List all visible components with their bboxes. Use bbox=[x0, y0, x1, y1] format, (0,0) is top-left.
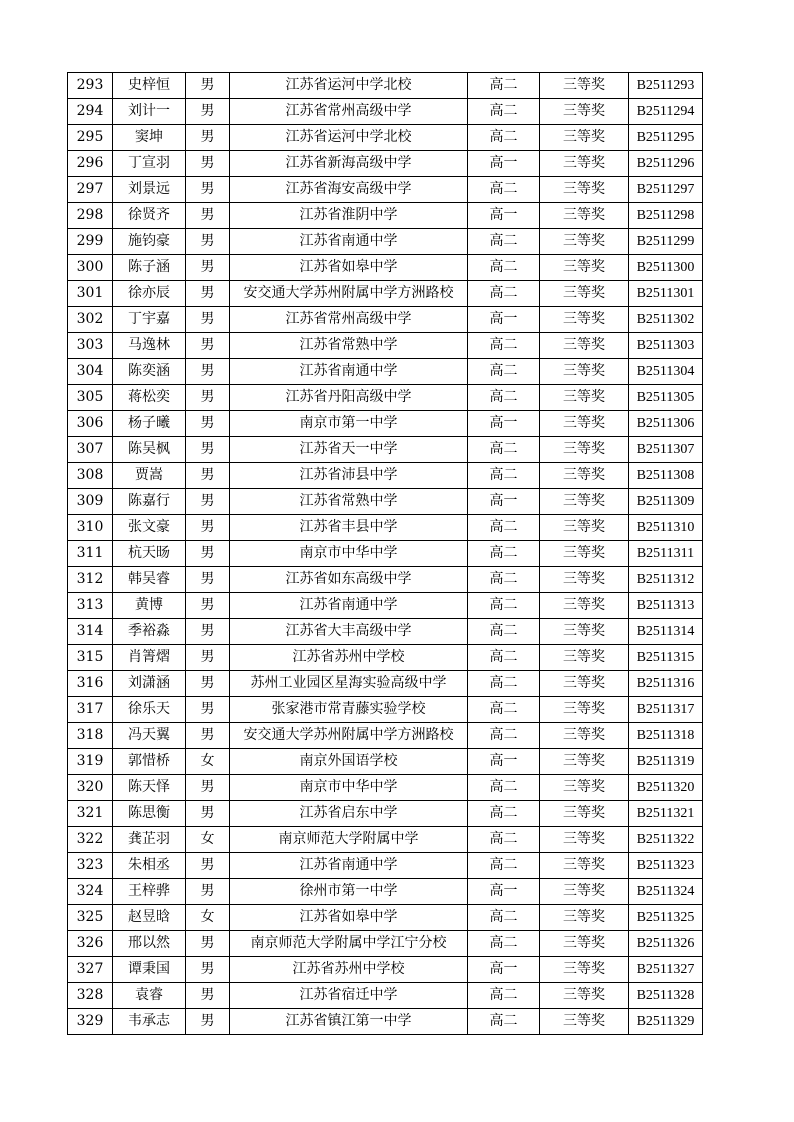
award-cell: 三等奖 bbox=[540, 671, 629, 697]
certificate-id-cell: B2511299 bbox=[629, 229, 703, 255]
student-name-cell: 谭秉国 bbox=[113, 957, 186, 983]
award-cell: 三等奖 bbox=[540, 957, 629, 983]
gender-cell: 男 bbox=[186, 177, 230, 203]
certificate-id-cell: B2511304 bbox=[629, 359, 703, 385]
grade-cell: 高二 bbox=[468, 905, 540, 931]
school-cell: 江苏省南通中学 bbox=[230, 853, 468, 879]
table-row bbox=[68, 853, 703, 879]
award-cell: 三等奖 bbox=[540, 437, 629, 463]
grade-cell: 高二 bbox=[468, 645, 540, 671]
gender-cell: 男 bbox=[186, 541, 230, 567]
grade-cell: 高一 bbox=[468, 957, 540, 983]
school-cell: 江苏省常熟中学 bbox=[230, 333, 468, 359]
table-row bbox=[68, 99, 703, 125]
gender-cell: 男 bbox=[186, 567, 230, 593]
grade-cell: 高二 bbox=[468, 1009, 540, 1035]
table-row bbox=[68, 879, 703, 905]
student-name-cell: 丁宣羽 bbox=[113, 151, 186, 177]
grade-cell: 高二 bbox=[468, 619, 540, 645]
gender-cell: 男 bbox=[186, 619, 230, 645]
certificate-id-cell: B2511314 bbox=[629, 619, 703, 645]
row-number-cell: 326 bbox=[68, 931, 113, 957]
grade-cell: 高二 bbox=[468, 853, 540, 879]
gender-cell: 男 bbox=[186, 463, 230, 489]
award-cell: 三等奖 bbox=[540, 177, 629, 203]
school-cell: 江苏省如东高级中学 bbox=[230, 567, 468, 593]
certificate-id-cell: B2511307 bbox=[629, 437, 703, 463]
row-number-cell: 308 bbox=[68, 463, 113, 489]
row-number-cell: 293 bbox=[68, 73, 113, 99]
row-number-cell: 298 bbox=[68, 203, 113, 229]
school-cell: 南京师范大学附属中学 bbox=[230, 827, 468, 853]
student-name-cell: 陈天怿 bbox=[113, 775, 186, 801]
gender-cell: 男 bbox=[186, 1009, 230, 1035]
awards-table bbox=[67, 72, 703, 1035]
gender-cell: 男 bbox=[186, 489, 230, 515]
gender-cell: 男 bbox=[186, 411, 230, 437]
grade-cell: 高二 bbox=[468, 801, 540, 827]
row-number-cell: 301 bbox=[68, 281, 113, 307]
gender-cell: 男 bbox=[186, 801, 230, 827]
award-cell: 三等奖 bbox=[540, 983, 629, 1009]
grade-cell: 高二 bbox=[468, 99, 540, 125]
grade-cell: 高二 bbox=[468, 177, 540, 203]
grade-cell: 高二 bbox=[468, 567, 540, 593]
table-row bbox=[68, 489, 703, 515]
row-number-cell: 309 bbox=[68, 489, 113, 515]
award-cell: 三等奖 bbox=[540, 411, 629, 437]
table-row bbox=[68, 697, 703, 723]
row-number-cell: 327 bbox=[68, 957, 113, 983]
award-cell: 三等奖 bbox=[540, 151, 629, 177]
certificate-id-cell: B2511319 bbox=[629, 749, 703, 775]
gender-cell: 男 bbox=[186, 723, 230, 749]
grade-cell: 高二 bbox=[468, 697, 540, 723]
gender-cell: 男 bbox=[186, 931, 230, 957]
award-cell: 三等奖 bbox=[540, 73, 629, 99]
grade-cell: 高二 bbox=[468, 125, 540, 151]
student-name-cell: 刘潇涵 bbox=[113, 671, 186, 697]
award-cell: 三等奖 bbox=[540, 593, 629, 619]
certificate-id-cell: B2511310 bbox=[629, 515, 703, 541]
table-row bbox=[68, 1009, 703, 1035]
row-number-cell: 328 bbox=[68, 983, 113, 1009]
row-number-cell: 303 bbox=[68, 333, 113, 359]
student-name-cell: 季裕淼 bbox=[113, 619, 186, 645]
row-number-cell: 318 bbox=[68, 723, 113, 749]
row-number-cell: 325 bbox=[68, 905, 113, 931]
gender-cell: 男 bbox=[186, 73, 230, 99]
row-number-cell: 321 bbox=[68, 801, 113, 827]
award-cell: 三等奖 bbox=[540, 827, 629, 853]
row-number-cell: 323 bbox=[68, 853, 113, 879]
award-cell: 三等奖 bbox=[540, 879, 629, 905]
row-number-cell: 300 bbox=[68, 255, 113, 281]
award-cell: 三等奖 bbox=[540, 853, 629, 879]
row-number-cell: 304 bbox=[68, 359, 113, 385]
certificate-id-cell: B2511301 bbox=[629, 281, 703, 307]
table-row bbox=[68, 931, 703, 957]
student-name-cell: 陈奕涵 bbox=[113, 359, 186, 385]
certificate-id-cell: B2511295 bbox=[629, 125, 703, 151]
student-name-cell: 贾嵩 bbox=[113, 463, 186, 489]
student-name-cell: 龚芷羽 bbox=[113, 827, 186, 853]
row-number-cell: 313 bbox=[68, 593, 113, 619]
table-row bbox=[68, 437, 703, 463]
row-number-cell: 316 bbox=[68, 671, 113, 697]
gender-cell: 女 bbox=[186, 827, 230, 853]
grade-cell: 高一 bbox=[468, 489, 540, 515]
certificate-id-cell: B2511298 bbox=[629, 203, 703, 229]
student-name-cell: 陈嘉行 bbox=[113, 489, 186, 515]
certificate-id-cell: B2511327 bbox=[629, 957, 703, 983]
gender-cell: 男 bbox=[186, 983, 230, 1009]
school-cell: 江苏省丹阳高级中学 bbox=[230, 385, 468, 411]
table-row bbox=[68, 463, 703, 489]
table-row bbox=[68, 905, 703, 931]
certificate-id-cell: B2511294 bbox=[629, 99, 703, 125]
award-cell: 三等奖 bbox=[540, 775, 629, 801]
gender-cell: 男 bbox=[186, 125, 230, 151]
grade-cell: 高一 bbox=[468, 749, 540, 775]
gender-cell: 男 bbox=[186, 307, 230, 333]
certificate-id-cell: B2511308 bbox=[629, 463, 703, 489]
student-name-cell: 肖箐熠 bbox=[113, 645, 186, 671]
school-cell: 江苏省淮阴中学 bbox=[230, 203, 468, 229]
award-cell: 三等奖 bbox=[540, 931, 629, 957]
row-number-cell: 305 bbox=[68, 385, 113, 411]
table-row bbox=[68, 333, 703, 359]
certificate-id-cell: B2511325 bbox=[629, 905, 703, 931]
certificate-id-cell: B2511300 bbox=[629, 255, 703, 281]
award-cell: 三等奖 bbox=[540, 1009, 629, 1035]
gender-cell: 男 bbox=[186, 645, 230, 671]
gender-cell: 男 bbox=[186, 255, 230, 281]
student-name-cell: 陈吴枫 bbox=[113, 437, 186, 463]
grade-cell: 高二 bbox=[468, 593, 540, 619]
student-name-cell: 丁宇嘉 bbox=[113, 307, 186, 333]
certificate-id-cell: B2511323 bbox=[629, 853, 703, 879]
award-cell: 三等奖 bbox=[540, 489, 629, 515]
table-row bbox=[68, 749, 703, 775]
student-name-cell: 袁睿 bbox=[113, 983, 186, 1009]
grade-cell: 高二 bbox=[468, 359, 540, 385]
table-row bbox=[68, 73, 703, 99]
student-name-cell: 黄博 bbox=[113, 593, 186, 619]
awards-table-body bbox=[68, 73, 703, 1035]
school-cell: 苏州工业园区星海实验高级中学 bbox=[230, 671, 468, 697]
certificate-id-cell: B2511322 bbox=[629, 827, 703, 853]
certificate-id-cell: B2511316 bbox=[629, 671, 703, 697]
certificate-id-cell: B2511309 bbox=[629, 489, 703, 515]
grade-cell: 高二 bbox=[468, 983, 540, 1009]
school-cell: 江苏省启东中学 bbox=[230, 801, 468, 827]
gender-cell: 男 bbox=[186, 333, 230, 359]
table-row bbox=[68, 593, 703, 619]
gender-cell: 女 bbox=[186, 905, 230, 931]
table-row bbox=[68, 957, 703, 983]
gender-cell: 男 bbox=[186, 957, 230, 983]
gender-cell: 男 bbox=[186, 775, 230, 801]
table-row bbox=[68, 723, 703, 749]
gender-cell: 男 bbox=[186, 853, 230, 879]
student-name-cell: 史梓恒 bbox=[113, 73, 186, 99]
table-row bbox=[68, 775, 703, 801]
grade-cell: 高二 bbox=[468, 931, 540, 957]
school-cell: 江苏省南通中学 bbox=[230, 593, 468, 619]
table-row bbox=[68, 515, 703, 541]
gender-cell: 男 bbox=[186, 99, 230, 125]
school-cell: 安交通大学苏州附属中学方洲路校 bbox=[230, 723, 468, 749]
school-cell: 江苏省大丰高级中学 bbox=[230, 619, 468, 645]
award-cell: 三等奖 bbox=[540, 749, 629, 775]
school-cell: 南京外国语学校 bbox=[230, 749, 468, 775]
grade-cell: 高一 bbox=[468, 411, 540, 437]
row-number-cell: 329 bbox=[68, 1009, 113, 1035]
grade-cell: 高二 bbox=[468, 281, 540, 307]
certificate-id-cell: B2511297 bbox=[629, 177, 703, 203]
student-name-cell: 窦坤 bbox=[113, 125, 186, 151]
gender-cell: 男 bbox=[186, 203, 230, 229]
row-number-cell: 307 bbox=[68, 437, 113, 463]
student-name-cell: 杨子曦 bbox=[113, 411, 186, 437]
award-cell: 三等奖 bbox=[540, 567, 629, 593]
school-cell: 江苏省镇江第一中学 bbox=[230, 1009, 468, 1035]
student-name-cell: 徐贤齐 bbox=[113, 203, 186, 229]
row-number-cell: 311 bbox=[68, 541, 113, 567]
grade-cell: 高二 bbox=[468, 775, 540, 801]
gender-cell: 男 bbox=[186, 359, 230, 385]
certificate-id-cell: B2511302 bbox=[629, 307, 703, 333]
school-cell: 南京师范大学附属中学江宁分校 bbox=[230, 931, 468, 957]
grade-cell: 高二 bbox=[468, 723, 540, 749]
school-cell: 徐州市第一中学 bbox=[230, 879, 468, 905]
table-row bbox=[68, 619, 703, 645]
school-cell: 江苏省如皋中学 bbox=[230, 255, 468, 281]
award-cell: 三等奖 bbox=[540, 99, 629, 125]
grade-cell: 高二 bbox=[468, 437, 540, 463]
certificate-id-cell: B2511313 bbox=[629, 593, 703, 619]
school-cell: 南京市第一中学 bbox=[230, 411, 468, 437]
award-cell: 三等奖 bbox=[540, 801, 629, 827]
student-name-cell: 蒋松奕 bbox=[113, 385, 186, 411]
row-number-cell: 310 bbox=[68, 515, 113, 541]
row-number-cell: 314 bbox=[68, 619, 113, 645]
row-number-cell: 322 bbox=[68, 827, 113, 853]
school-cell: 江苏省运河中学北校 bbox=[230, 73, 468, 99]
certificate-id-cell: B2511318 bbox=[629, 723, 703, 749]
row-number-cell: 312 bbox=[68, 567, 113, 593]
certificate-id-cell: B2511305 bbox=[629, 385, 703, 411]
grade-cell: 高二 bbox=[468, 229, 540, 255]
table-row bbox=[68, 541, 703, 567]
row-number-cell: 295 bbox=[68, 125, 113, 151]
school-cell: 张家港市常青藤实验学校 bbox=[230, 697, 468, 723]
award-cell: 三等奖 bbox=[540, 359, 629, 385]
table-row bbox=[68, 567, 703, 593]
award-cell: 三等奖 bbox=[540, 255, 629, 281]
table-row bbox=[68, 177, 703, 203]
grade-cell: 高一 bbox=[468, 307, 540, 333]
award-cell: 三等奖 bbox=[540, 697, 629, 723]
table-row bbox=[68, 827, 703, 853]
gender-cell: 男 bbox=[186, 697, 230, 723]
award-cell: 三等奖 bbox=[540, 385, 629, 411]
certificate-id-cell: B2511321 bbox=[629, 801, 703, 827]
school-cell: 江苏省海安高级中学 bbox=[230, 177, 468, 203]
certificate-id-cell: B2511324 bbox=[629, 879, 703, 905]
row-number-cell: 297 bbox=[68, 177, 113, 203]
school-cell: 江苏省南通中学 bbox=[230, 359, 468, 385]
award-cell: 三等奖 bbox=[540, 229, 629, 255]
certificate-id-cell: B2511296 bbox=[629, 151, 703, 177]
grade-cell: 高二 bbox=[468, 541, 540, 567]
row-number-cell: 315 bbox=[68, 645, 113, 671]
certificate-id-cell: B2511293 bbox=[629, 73, 703, 99]
award-cell: 三等奖 bbox=[540, 307, 629, 333]
school-cell: 江苏省沛县中学 bbox=[230, 463, 468, 489]
row-number-cell: 299 bbox=[68, 229, 113, 255]
gender-cell: 男 bbox=[186, 879, 230, 905]
row-number-cell: 324 bbox=[68, 879, 113, 905]
grade-cell: 高一 bbox=[468, 151, 540, 177]
award-cell: 三等奖 bbox=[540, 541, 629, 567]
student-name-cell: 郭惜桥 bbox=[113, 749, 186, 775]
grade-cell: 高一 bbox=[468, 879, 540, 905]
grade-cell: 高二 bbox=[468, 255, 540, 281]
award-cell: 三等奖 bbox=[540, 125, 629, 151]
student-name-cell: 陈思衡 bbox=[113, 801, 186, 827]
student-name-cell: 赵昱晗 bbox=[113, 905, 186, 931]
award-cell: 三等奖 bbox=[540, 905, 629, 931]
grade-cell: 高二 bbox=[468, 385, 540, 411]
student-name-cell: 徐亦辰 bbox=[113, 281, 186, 307]
student-name-cell: 徐乐天 bbox=[113, 697, 186, 723]
certificate-id-cell: B2511326 bbox=[629, 931, 703, 957]
row-number-cell: 294 bbox=[68, 99, 113, 125]
school-cell: 江苏省新海高级中学 bbox=[230, 151, 468, 177]
table-row bbox=[68, 203, 703, 229]
certificate-id-cell: B2511315 bbox=[629, 645, 703, 671]
grade-cell: 高二 bbox=[468, 671, 540, 697]
student-name-cell: 王梓骅 bbox=[113, 879, 186, 905]
certificate-id-cell: B2511311 bbox=[629, 541, 703, 567]
grade-cell: 高二 bbox=[468, 73, 540, 99]
certificate-id-cell: B2511312 bbox=[629, 567, 703, 593]
student-name-cell: 冯天翼 bbox=[113, 723, 186, 749]
school-cell: 江苏省丰县中学 bbox=[230, 515, 468, 541]
gender-cell: 男 bbox=[186, 385, 230, 411]
gender-cell: 男 bbox=[186, 593, 230, 619]
student-name-cell: 杭天旸 bbox=[113, 541, 186, 567]
certificate-id-cell: B2511317 bbox=[629, 697, 703, 723]
school-cell: 安交通大学苏州附属中学方洲路校 bbox=[230, 281, 468, 307]
table-row bbox=[68, 281, 703, 307]
row-number-cell: 306 bbox=[68, 411, 113, 437]
row-number-cell: 320 bbox=[68, 775, 113, 801]
award-cell: 三等奖 bbox=[540, 723, 629, 749]
table-row bbox=[68, 151, 703, 177]
student-name-cell: 马逸林 bbox=[113, 333, 186, 359]
grade-cell: 高一 bbox=[468, 203, 540, 229]
school-cell: 江苏省常州高级中学 bbox=[230, 307, 468, 333]
table-row bbox=[68, 385, 703, 411]
certificate-id-cell: B2511306 bbox=[629, 411, 703, 437]
table-row bbox=[68, 359, 703, 385]
certificate-id-cell: B2511329 bbox=[629, 1009, 703, 1035]
school-cell: 江苏省常州高级中学 bbox=[230, 99, 468, 125]
gender-cell: 男 bbox=[186, 671, 230, 697]
school-cell: 江苏省常熟中学 bbox=[230, 489, 468, 515]
student-name-cell: 施钧豪 bbox=[113, 229, 186, 255]
student-name-cell: 韦承志 bbox=[113, 1009, 186, 1035]
table-row bbox=[68, 671, 703, 697]
award-cell: 三等奖 bbox=[540, 619, 629, 645]
school-cell: 南京市中华中学 bbox=[230, 775, 468, 801]
student-name-cell: 邢以然 bbox=[113, 931, 186, 957]
gender-cell: 男 bbox=[186, 281, 230, 307]
school-cell: 江苏省南通中学 bbox=[230, 229, 468, 255]
student-name-cell: 韩吴睿 bbox=[113, 567, 186, 593]
grade-cell: 高二 bbox=[468, 463, 540, 489]
row-number-cell: 296 bbox=[68, 151, 113, 177]
award-cell: 三等奖 bbox=[540, 203, 629, 229]
school-cell: 江苏省运河中学北校 bbox=[230, 125, 468, 151]
grade-cell: 高二 bbox=[468, 333, 540, 359]
row-number-cell: 302 bbox=[68, 307, 113, 333]
table-row bbox=[68, 645, 703, 671]
grade-cell: 高二 bbox=[468, 827, 540, 853]
school-cell: 江苏省天一中学 bbox=[230, 437, 468, 463]
grade-cell: 高二 bbox=[468, 515, 540, 541]
school-cell: 江苏省苏州中学校 bbox=[230, 957, 468, 983]
certificate-id-cell: B2511328 bbox=[629, 983, 703, 1009]
gender-cell: 男 bbox=[186, 437, 230, 463]
student-name-cell: 张文豪 bbox=[113, 515, 186, 541]
row-number-cell: 317 bbox=[68, 697, 113, 723]
student-name-cell: 刘景远 bbox=[113, 177, 186, 203]
table-row bbox=[68, 307, 703, 333]
gender-cell: 男 bbox=[186, 151, 230, 177]
certificate-id-cell: B2511320 bbox=[629, 775, 703, 801]
table-row bbox=[68, 411, 703, 437]
school-cell: 江苏省宿迁中学 bbox=[230, 983, 468, 1009]
school-cell: 江苏省如皋中学 bbox=[230, 905, 468, 931]
table-row bbox=[68, 983, 703, 1009]
table-row bbox=[68, 125, 703, 151]
gender-cell: 男 bbox=[186, 229, 230, 255]
student-name-cell: 朱相丞 bbox=[113, 853, 186, 879]
table-row bbox=[68, 229, 703, 255]
gender-cell: 女 bbox=[186, 749, 230, 775]
award-cell: 三等奖 bbox=[540, 645, 629, 671]
award-cell: 三等奖 bbox=[540, 281, 629, 307]
award-cell: 三等奖 bbox=[540, 463, 629, 489]
school-cell: 南京市中华中学 bbox=[230, 541, 468, 567]
student-name-cell: 刘计一 bbox=[113, 99, 186, 125]
school-cell: 江苏省苏州中学校 bbox=[230, 645, 468, 671]
student-name-cell: 陈子涵 bbox=[113, 255, 186, 281]
table-row bbox=[68, 255, 703, 281]
table-row bbox=[68, 801, 703, 827]
gender-cell: 男 bbox=[186, 515, 230, 541]
certificate-id-cell: B2511303 bbox=[629, 333, 703, 359]
award-cell: 三等奖 bbox=[540, 333, 629, 359]
award-cell: 三等奖 bbox=[540, 515, 629, 541]
row-number-cell: 319 bbox=[68, 749, 113, 775]
